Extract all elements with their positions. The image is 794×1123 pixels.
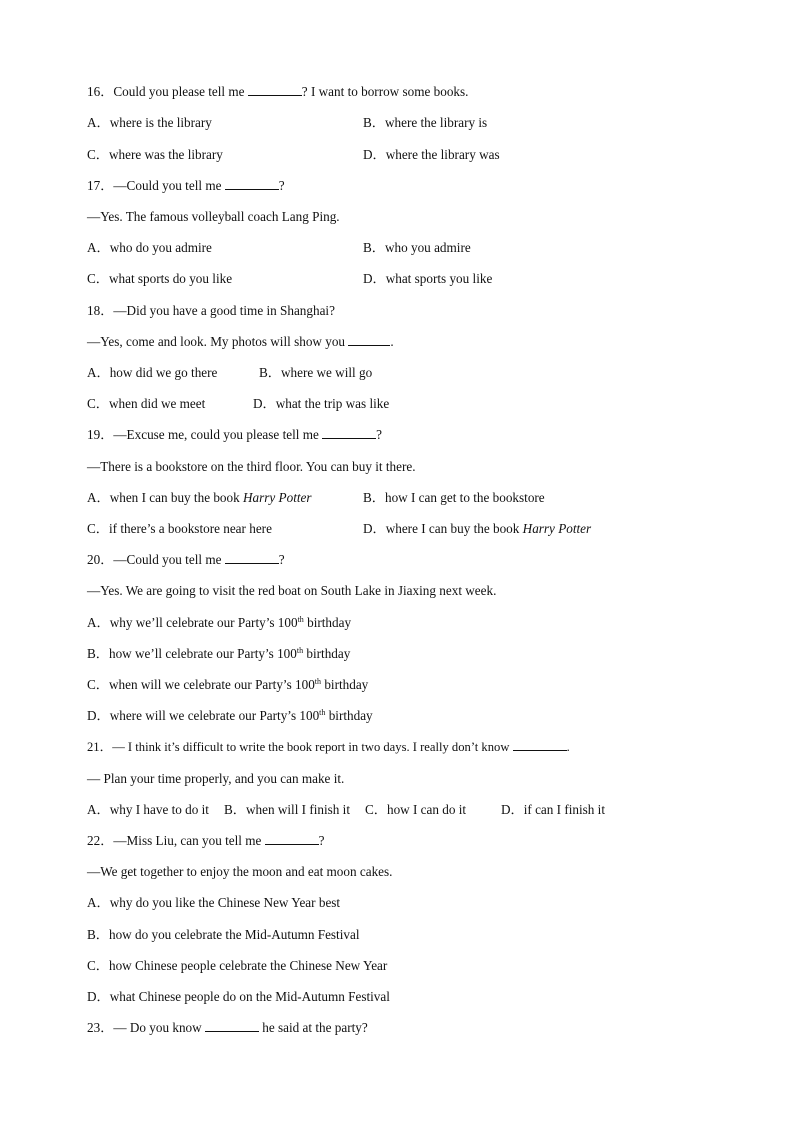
question-18-stem: 18．—Did you have a good time in Shanghai?	[87, 303, 335, 318]
option-b: B．where the library is	[363, 115, 488, 130]
answer-blank	[225, 552, 279, 564]
question-19-stem	[87, 427, 382, 443]
option-a	[87, 615, 351, 631]
option-text: birthday	[303, 615, 352, 630]
ordinal-suffix: th	[297, 615, 304, 624]
option-d	[87, 708, 373, 724]
ordinal-suffix: th	[314, 677, 322, 686]
question-text: ?	[376, 427, 382, 442]
option-text: D．where will we celebrate our Party’s 100	[87, 708, 320, 723]
option-text: D．where I can buy the book	[363, 521, 523, 536]
option-d: D．if can I finish it	[501, 802, 606, 817]
question-text: —Yes, come and look. My photos will show you	[87, 334, 349, 349]
option-text: birthday	[321, 677, 369, 692]
option-b: B．where we will go	[259, 365, 373, 380]
question-text: he said at the party?	[258, 1020, 368, 1035]
question-20-reply: —Yes. We are going to visit the red boat on South Lake in Jiaxing next week.	[87, 583, 497, 598]
question-text: ?	[278, 552, 285, 567]
option-text: B．how we’ll celebrate our Party’s 100	[87, 646, 297, 661]
question-text: .	[390, 334, 394, 349]
option-a: A．why I have to do it	[87, 802, 209, 817]
question-text: 19．—Excuse me, could you please tell me	[87, 427, 323, 442]
question-20-stem	[87, 552, 285, 568]
option-text: A．why we’ll celebrate our Party’s 100	[87, 615, 298, 630]
question-23-stem	[87, 1020, 368, 1036]
question-text: 21．— I think it’s difficult to write the book report in two days. I really don’t know	[87, 740, 513, 754]
question-17-reply: —Yes. The famous volleyball coach Lang Ping.	[87, 209, 340, 224]
question-21-reply: — Plan your time properly, and you can make it.	[87, 771, 345, 786]
question-19-reply: —There is a bookstore on the third floor. You can buy it there.	[87, 459, 416, 474]
option-d: D．what sports you like	[363, 271, 493, 286]
option-a: A．where is the library	[87, 115, 212, 130]
option-c	[87, 677, 368, 693]
question-17-stem	[87, 178, 285, 194]
question-text: .	[566, 740, 570, 754]
answer-blank	[348, 334, 390, 346]
ordinal-suffix: th	[296, 646, 304, 655]
answer-blank	[205, 1020, 259, 1032]
option-b: B．who you admire	[363, 240, 471, 255]
option-d: D．what Chinese people do on the Mid-Autumn Festival	[87, 989, 390, 1004]
answer-blank	[265, 833, 319, 845]
question-text: ?	[278, 178, 285, 193]
option-a	[87, 490, 312, 506]
option-text: birthday	[303, 646, 351, 661]
option-b: B．when will I finish it	[224, 802, 351, 817]
question-text: 22．—Miss Liu, can you tell me	[87, 833, 265, 848]
option-b: B．how I can get to the bookstore	[363, 490, 545, 505]
book-title: Harry Potter	[243, 490, 312, 505]
question-22-reply: —We get together to enjoy the moon and eat moon cakes.	[87, 864, 393, 879]
option-c: C．when did we meet	[87, 396, 206, 411]
option-b: B．how do you celebrate the Mid-Autumn Festival	[87, 927, 360, 942]
option-c: C．where was the library	[87, 147, 223, 162]
answer-blank	[322, 427, 376, 439]
question-text: 20．—Could you tell me	[87, 552, 225, 567]
question-text: 17．—Could you tell me	[87, 178, 225, 193]
ordinal-suffix: th	[319, 708, 326, 717]
option-c: C．what sports do you like	[87, 271, 233, 286]
question-text: ?	[318, 833, 325, 848]
option-c: C．how I can do it	[365, 802, 467, 817]
answer-blank	[225, 178, 279, 190]
option-c: C．if there’s a bookstore near here	[87, 521, 272, 536]
option-a: A．how did we go there	[87, 365, 218, 380]
option-d	[363, 521, 591, 537]
option-text: C．when will we celebrate our Party’s 100	[87, 677, 315, 692]
question-21-stem	[87, 739, 570, 755]
option-d: D．what the trip was like	[253, 396, 390, 411]
question-16-stem	[87, 84, 468, 100]
option-text: A．when I can buy the book	[87, 490, 244, 505]
answer-blank	[513, 739, 567, 751]
option-d: D．where the library was	[363, 147, 500, 162]
option-c: C．how Chinese people celebrate the Chinese New Year	[87, 958, 388, 973]
option-text: birthday	[325, 708, 373, 723]
question-text: 16．Could you please tell me	[87, 84, 248, 99]
option-a: A．why do you like the Chinese New Year best	[87, 895, 341, 910]
answer-blank	[248, 84, 302, 96]
question-22-stem	[87, 833, 325, 849]
option-a: A．who do you admire	[87, 240, 212, 255]
book-title: Harry Potter	[522, 521, 592, 536]
question-18-reply	[87, 334, 394, 350]
option-b	[87, 646, 350, 662]
question-text: ? I want to borrow some books.	[301, 84, 469, 99]
question-text: 23．— Do you know	[87, 1020, 205, 1035]
